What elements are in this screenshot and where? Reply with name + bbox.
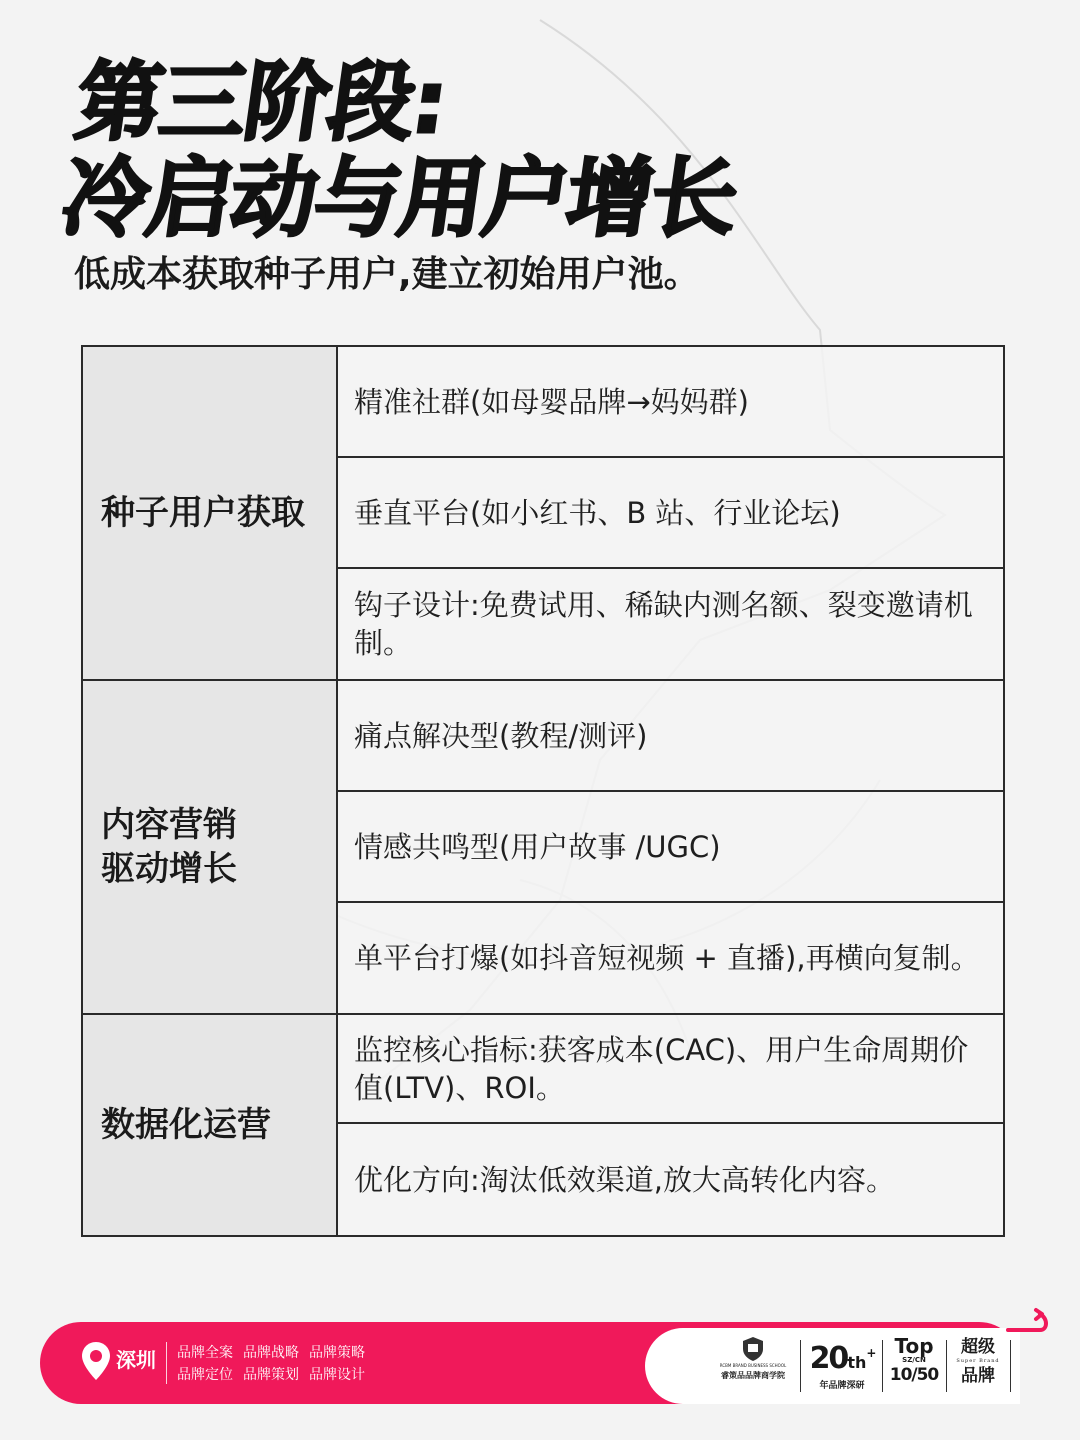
title-line-1: 第三阶段: bbox=[69, 53, 453, 153]
table-cell: 钩子设计:免费试用、稀缺内测名额、裂变邀请机制。 bbox=[337, 568, 1004, 680]
table-row bbox=[82, 680, 1004, 791]
footer-banner bbox=[40, 1322, 1040, 1404]
location-pin-icon bbox=[80, 1340, 112, 1382]
top-badge bbox=[886, 1336, 942, 1396]
badge-group bbox=[712, 1336, 1012, 1396]
category-content-marketing bbox=[82, 680, 337, 1014]
service-item: 品牌策划 bbox=[243, 1367, 299, 1383]
table-row bbox=[82, 1014, 1004, 1123]
category-content-marketing-label: 内容营销驱动增长 bbox=[101, 805, 237, 889]
service-item: 品牌策略 bbox=[309, 1345, 365, 1361]
table-cell: 单平台打爆(如抖音短视频 + 直播),再横向复制。 bbox=[337, 902, 1004, 1014]
school-name-en: RCBM BRAND BUSINESS SCHOOL bbox=[719, 1363, 787, 1368]
years-suffix: th bbox=[847, 1353, 867, 1372]
badge-divider bbox=[946, 1340, 947, 1392]
service-item: 品牌战略 bbox=[243, 1345, 299, 1361]
table-cell: 监控核心指标:获客成本(CAC)、用户生命周期价值(LTV)、ROI。 bbox=[337, 1014, 1004, 1123]
divider bbox=[166, 1342, 167, 1384]
service-item: 品牌定位 bbox=[177, 1367, 233, 1383]
page-subtitle: 低成本获取种子用户,建立初始用户池。 bbox=[74, 254, 700, 295]
page-title bbox=[57, 55, 756, 247]
table-cell: 垂直平台(如小红书、B 站、行业论坛) bbox=[337, 457, 1004, 568]
school-badge bbox=[712, 1336, 794, 1396]
service-list bbox=[177, 1342, 397, 1386]
service-item: 品牌设计 bbox=[309, 1367, 365, 1383]
table-cell: 精准社群(如母婴品牌→妈妈群) bbox=[337, 346, 1004, 457]
years-number: 20 bbox=[809, 1341, 848, 1376]
table-cell: 情感共鸣型(用户故事 /UGC) bbox=[337, 791, 1004, 902]
super-brand-cn: 超级 bbox=[961, 1337, 995, 1357]
title-line-2: 冷启动与用户增长 bbox=[56, 149, 743, 249]
curl-arrow-icon bbox=[1000, 1296, 1050, 1336]
table-row bbox=[82, 346, 1004, 457]
super-brand-badge bbox=[950, 1336, 1006, 1396]
top-rank: 10/50 bbox=[889, 1365, 939, 1385]
super-brand-cn2: 品牌 bbox=[961, 1366, 995, 1386]
school-name-cn: 睿策品品牌商学院 bbox=[721, 1371, 785, 1380]
years-plus: + bbox=[866, 1346, 875, 1360]
super-brand-en: Super Brand bbox=[956, 1358, 1000, 1364]
city-label: 深圳 bbox=[116, 1348, 156, 1372]
strategy-table bbox=[81, 345, 1005, 1237]
badge-divider bbox=[800, 1340, 801, 1392]
top-label: Top bbox=[894, 1334, 934, 1358]
service-item: 品牌全案 bbox=[177, 1345, 233, 1361]
top-region: SZ/CN bbox=[902, 1356, 926, 1364]
school-crest-icon bbox=[742, 1336, 764, 1362]
years-caption: 年品牌深研 bbox=[819, 1381, 865, 1391]
table-cell: 优化方向:淘汰低效渠道,放大高转化内容。 bbox=[337, 1123, 1004, 1236]
badge-divider bbox=[882, 1340, 883, 1392]
category-data-operations: 数据化运营 bbox=[82, 1014, 337, 1236]
category-seed-users: 种子用户获取 bbox=[82, 346, 337, 680]
badge-divider bbox=[1010, 1340, 1011, 1392]
table-cell: 痛点解决型(教程/测评) bbox=[337, 680, 1004, 791]
years-badge bbox=[806, 1336, 878, 1396]
